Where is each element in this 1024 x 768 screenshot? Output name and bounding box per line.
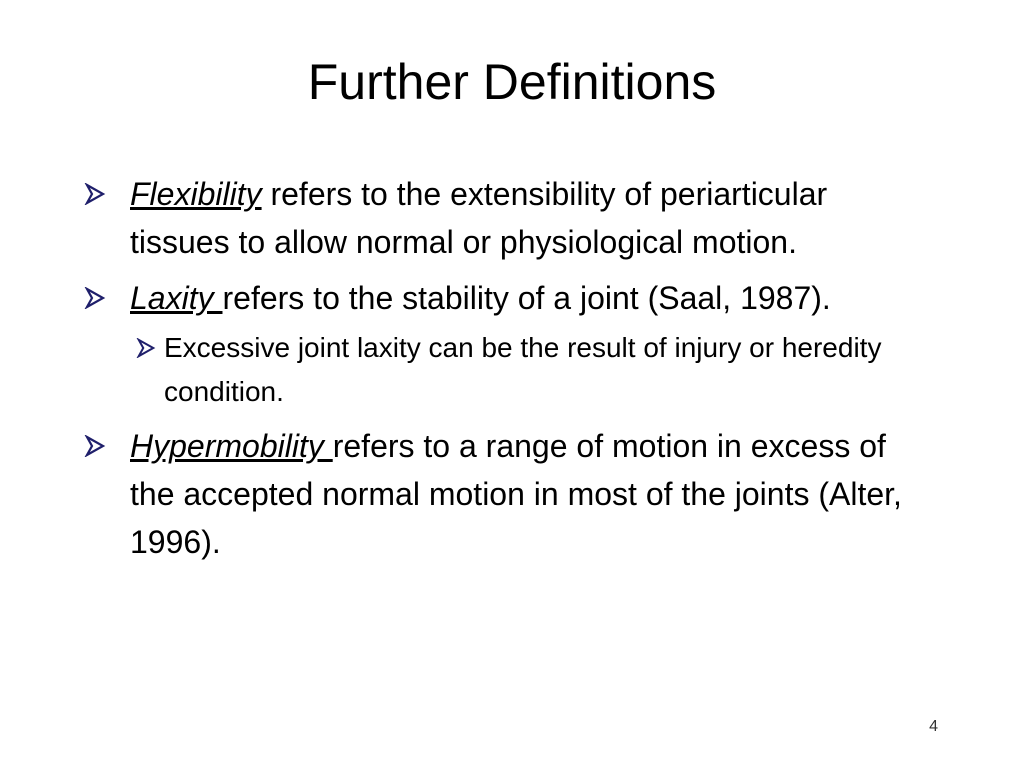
slide-title: Further Definitions [307, 54, 717, 110]
term-flexibility: Flexibility [130, 176, 262, 212]
definition-hypermobility: refers to a range of motion in excess of the accepted normal motion in most of the joints (Alter, 1996). [130, 428, 902, 560]
term-laxity: Laxity [130, 280, 223, 316]
arrow-right-icon [84, 183, 106, 205]
sub-bullet-text: Excessive joint laxity can be the result of injury or heredity condition. [164, 332, 882, 407]
arrow-right-icon [84, 287, 106, 309]
term-hypermobility: Hypermobility [130, 428, 333, 464]
arrow-right-icon [84, 435, 106, 457]
bullet-flexibility [84, 170, 914, 266]
slide-content [84, 170, 914, 574]
page-number: 4 [929, 718, 938, 735]
definition-flexibility: refers to the extensibility of periarticular tissues to allow normal or physiological motion. [130, 176, 828, 260]
bullet-laxity [84, 274, 914, 322]
definition-laxity: refers to the stability of a joint (Saal, 1987). [222, 280, 831, 316]
bullet-hypermobility [84, 422, 914, 566]
arrow-right-icon [136, 338, 156, 358]
sub-bullet-laxity [136, 326, 914, 414]
